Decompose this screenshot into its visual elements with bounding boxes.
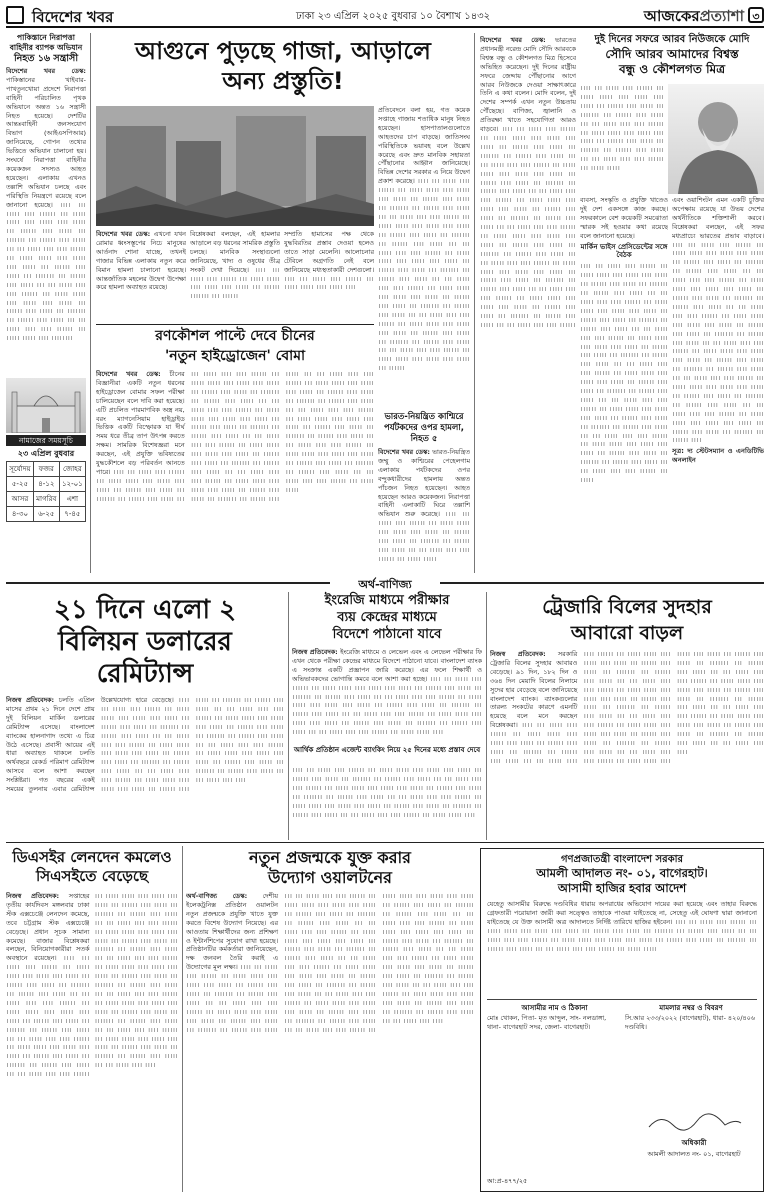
- china-headline: [96, 326, 374, 366]
- column-rule: [288, 592, 289, 840]
- china-body: বিদেশের খবর ডেস্ক: চীনের বিজ্ঞানীরা একটি নতুন ধরনের হাইড্রোজেন বোমার সফল পরীক্ষা চালিয়েছেন বলে দাবি করা হয়েছে। এটি প্রচলিত পারমাণবিক অস্ত্র নয়, বরং ম্যাগনেসিয়াম হাইড্রাইড ভিত্তিক একটি বিস্ফোরক যা দীর্ঘ সময় ধরে তীব্র তাপ উৎপন্ন করতে সক্ষম। সামরিক বিশেষজ্ঞরা মনে করছেন, এই প্রযুক্তি ভবিষ্যতের যুদ্ধকৌশলে বড় পরিবর্তন আনতে পারে। ।।।। ।।। ।।।।। ।।।। ।।।।।। ।।। ।।।।। ।।।।। ।।।। ।।।।। ।।।। ।।।।। ।।। ।।।।।। ।।।। ।।।।। ।।। ।।।।।।। ।।। ।।।।।। ।।।। ।।।।। ।।। ।।। ।।।।। ।।।। ।।।। ।।।।।। ।।। ।।।।। ।।।।। ।।।। ।।।।। ।।।। ।।।।। ।।। ।।।।।। ।।।। ।।।।। ।।। ।।।।।।। ।।। ।।।।।। ।।।। ।।।।। ।।। ।।। ।।।।। ।।।। ।।।। ।।।।।। ।।। ।।।।। ।।।।। ।।।। ।।।।। ।।।। ।।।।। ।।। ।।।।।। ।।।। ।।।।। ।।। ।।।।।।। ।।। ।।।।।। ।।।। ।।।।। ।।। ।।। ।।।।। ।।।। ।।।। ।।।।।। ।।। ।।।।। ।।।।। ।।।। ।।।।। ।।।। ।।।।। ।।। ।।।।।। ।।।। ।।।।। ।।। ।।।।।।। ।।। ।।।।।। ।।।। ।।।।। ।।। ।।। ।।।।। ।।।। ।।।। ।।।।।। ।।। ।।।।। ।।।।। ।।।। ।।।।। ।।।। ।।।।। ।।। ।।।।।। ।।।। ।।।।। ।।। ।।।।।।। ।।। ।।।।।। ।।।। ।।।।। ।।। ।।। ।।।।। ।।।। ।।।। ।।।।।। ।।। ।।।।। ।।।।। ।।।। ।।।।। ।।।। ।।।।। ।।। ।।।।।। ।।।। ।।।।। ।।। ।।।।।।। ।।। ।।।।।। ।।।। ।।।।। ।।। ।।। ।।।।। ।।।। ।।।। ।।।।।। ।।। ।।।।। ।।।।। ।।।। ।।।।। ।।।। ।।।।। ।।। ।।।।।। ।।।। ।।।।। ।।। ।।।।।।। ।।। ।।।।।। ।।।। ।।।।। ।।। ।।। ।।।।। ।।।। ।।।। ।।।।।। ।।। ।।।।। ।।।।। ।।।। ।।।।। ।।।। ।।।।। ।।। ।।।।।। ।।।। ।।।।। ।।। ।।।।।।। ।।। ।।।।।। ।।।। ।।।।। ।।। ।।। ।।।।। ।।।। ।।।। ।।।।।। ।।। ।।।।। ।।।।।: [96, 370, 374, 503]
- treasury-headline: [490, 594, 764, 646]
- dse-headline-line-1: ডিএসইর লেনদেন কমলেও: [12, 848, 172, 866]
- modi-sub-head: মার্কিন ভাইস প্রেসিডেন্টের সঙ্গে বৈঠক: [580, 242, 668, 260]
- notice-line-3: আসামী হাজির হবার আদেশ: [557, 881, 687, 895]
- column-rule: [90, 33, 91, 573]
- notice-signer: অধিকারী: [681, 1139, 707, 1147]
- english-medium-headline-line-2: ব্যয় কেন্দ্রের মাধ্যমে: [337, 610, 437, 625]
- modi-text-left: ভারতের প্রধানমন্ত্রী নরেন্দ্র মোদি সৌদি আরবকে বিশ্বস্ত বন্ধু ও কৌশলগত মিত্র হিসেবে অভিহিত করেছেন। দুই দিনের রাষ্ট্রীয় সফরে জেদ্দায় পৌঁছানোর আগে আরব নিউজকে দেওয়া সাক্ষাৎকারে তিনি এ কথা বলেন। মোদি বলেন, দুই দেশের সম্পর্ক এখন নতুন উচ্চতায় পৌঁছেছে। বাণিজ্য, জ্বালানি ও প্রতিরক্ষা খাতে সহযোগিতা আরও বাড়বে।: [480, 36, 576, 134]
- notice-line-1: গণপ্রজাতন্ত্রী বাংলাদেশ সরকার: [561, 854, 683, 865]
- notice-code: আ:প্র-৪৭৭/২৫: [487, 1177, 528, 1185]
- prayer-head-cell: আসর: [7, 492, 34, 507]
- youth-headline: [186, 848, 474, 888]
- pakistan-text: পাকিস্তানের খাইবার-পাখতুনখোয়া প্রদেশে নিরাপত্তা বাহিনী পরিচালিত পৃথক অভিযানে অন্তত ১৬ সন্ত্রাসী নিহত হয়েছে। দেশটির আন্তঃবাহিনী জনসংযোগ বিভাগ (আইএসপিআর) জানিয়েছে, গোপন তথ্যের ভিত্তিতে অভিযান চালানো হয়। সংঘর্ষে নিরাপত্তা বাহিনীর কয়েকজন সদস্যও আহত হয়েছেন। এলাকায় এখনও তল্লাশি অভিযান চলছে এবং পরিস্থিতি নিয়ন্ত্রণে রয়েছে বলে জানানো হয়েছে।: [6, 75, 86, 209]
- notice-case-detail: সি.আর ২৩৩/২০২২ (বাগেরহাট), ধারা- ৪২০/৪০৬ দণ্ডবিধি।: [625, 1014, 755, 1031]
- section-title: বিদেশের খবর: [32, 8, 114, 26]
- notice-line-2: আমলী আদালত নং- ০১, বাগেরহাট।: [536, 866, 708, 880]
- modi-headline-line-2: সৌদি আরব আমাদের বিশ্বস্ত: [605, 47, 739, 61]
- kashmir-body: বিদেশের খবর ডেস্ক: ভারত-নিয়ন্ত্রিত জম্মু ও কাশ্মিরের পেহেলগাম এলাকায় পর্যটকদের ওপর বন্দুকধারীদের হামলায় অন্তত পাঁচজন নিহত হয়েছেন। আহত হয়েছেন আরও কয়েকজন। নিরাপত্তা বাহিনী এলাকাটি ঘিরে তল্লাশি অভিযান শুরু করেছে। ।।।। ।।। ।।।।। ।।।। ।।।।।। ।।। ।।।।। ।।।।। ।।।। ।।।।। ।।।। ।।।।। ।।। ।।।।।। ।।।। ।।।।। ।।। ।।।।।।। ।।। ।।।।।। ।।।। ।।।।। ।।। ।।। ।।।।। ।।।। ।।।। ।।।।।। ।।। ।।।।। ।।।।।: [378, 448, 470, 563]
- remit-byline: নিজস্ব প্রতিবেদক:: [6, 696, 55, 704]
- pakistan-body: বিদেশের খবর ডেস্ক: পাকিস্তানের খাইবার-পাখতুনখোয়া প্রদেশে নিরাপত্তা বাহিনী পরিচালিত পৃথক অভিযানে অন্তত ১৬ সন্ত্রাসী নিহত হয়েছে। দেশটির আন্তঃবাহিনী জনসংযোগ বিভাগ (আইএসপিআর) জানিয়েছে, গোপন তথ্যের ভিত্তিতে অভিযান চালানো হয়। সংঘর্ষে নিরাপত্তা বাহিনীর কয়েকজন সদস্যও আহত হয়েছেন। এলাকায় এখনও তল্লাশি অভিযান চলছে এবং পরিস্থিতি নিয়ন্ত্রণে রয়েছে বলে জানানো হয়েছে। ।।।। ।।। ।।।।। ।।।। ।।।।।। ।।। ।।।।। ।।।।। ।।।। ।।।।। ।।।। ।।।।। ।।। ।।।।।। ।।।। ।।।।। ।।। ।।।।।।। ।।। ।।।।।। ।।।। ।।।।। ।।। ।।। ।।।।। ।।।। ।।।। ।।।।।। ।।। ।।।।। ।।।।। ।।।। ।।।।। ।।।। ।।।।। ।।। ।।।।।। ।।।। ।।।।। ।।। ।।।।।।। ।।। ।।।।।। ।।।। ।।।।। ।।। ।।। ।।।।। ।।।। ।।।। ।।।।।। ।।। ।।।।। ।।।।। ।।।। ।।।।। ।।।। ।।।।। ।।। ।।।।।। ।।।। ।।।।। ।।। ।।।।।।। ।।। ।।।।।। ।।।। ।।।।। ।।। ।।। ।।।।। ।।।। ।।।। ।।।।।। ।।। ।।।।। ।।।।। ।।।। ।।।।।।।।: [6, 67, 86, 343]
- china-text: চীনের বিজ্ঞানীরা একটি নতুন ধরনের হাইড্রোজেন বোমার সফল পরীক্ষা চালিয়েছেন বলে দাবি করা হয়েছে। এটি প্রচলিত পারমাণবিক অস্ত্র নয়, বরং ম্যাগনেসিয়াম হাইড্রাইড ভিত্তিক একটি বিস্ফোরক যা দীর্ঘ সময় ধরে তীব্র তাপ উৎপন্ন করতে সক্ষম। সামরিক বিশেষজ্ঞরা মনে করছেন, এই প্রযুক্তি ভবিষ্যতের যুদ্ধকৌশলে বড় পরিবর্তন আনতে পারে।: [96, 370, 185, 476]
- remit-headline-line-1: ২১ দিনে এলো ২: [53, 595, 237, 625]
- modi-body-mid: ব্যবসা, সংস্কৃতি ও প্রযুক্তি খাতেও দুই দেশ একসঙ্গে কাজ করছে। সফরকালে বেশ কয়েকটি সমঝোতা স্মারক সই হওয়ার কথা রয়েছে বলে জানানো হয়েছে। মার্কিন ভাইস প্রেসিডেন্টের সঙ্গে বৈঠক ।।।। ।।। ।।।।। ।।।। ।।।।।। ।।। ।।।।। ।।।।। ।।।। ।।।।। ।।।। ।।।।। ।।। ।।।।।। ।।।। ।।।।। ।।। ।।।।।।। ।।। ।।।।।। ।।।। ।।।।। ।।। ।।। ।।।।। ।।।। ।।।। ।।।।।। ।।। ।।।।। ।।।।। ।।।। ।।।।। ।।।। ।।।।। ।।। ।।।।।। ।।।। ।।।।। ।।। ।।।।।।। ।।। ।।।।।। ।।।। ।।।।। ।।। ।।। ।।।।। ।।।। ।।।। ।।।।।। ।।। ।।।।। ।।।।। ।।।। ।।।।। ।।।। ।।।।। ।।। ।।।।।। ।।।। ।।।।। ।।। ।।।।।।। ।।। ।।।।।। ।।।। ।।।।। ।।। ।।। ।।।।। ।।।। ।।।। ।।।।।। ।।। ।।।।। ।।।।। ।।।। ।।।।। ।।।। ।।।।। ।।। ।।।।।। ।।।। ।।।।। ।।। ।।।।।।। ।।। ।।।।।। ।।।। ।।।।। ।।। ।।। ।।।।। ।।।। ।।।। ।।।।।। ।।। ।।।।। ।।।।। ।।।। ।।।।। ।।।। ।।।।। ।।। ।।।।।। ।।।। ।।।।। ।।। ।।।।।।। ।।। ।।।।।। ।।।। ।।।।। ।।। ।।। ।।।।। ।।।। ।।।। ।।।।।। ।।। ।।।।। ।।।।। ।।।। ।।।।। ।।।। ।।।।। ।।। ।।।।।। ।।।। ।।।।। ।।। ।।।।।।। ।।। ।।।।।। ।।।। ।।।।। ।।। ।।। ।।।।। ।।।। ।।।। ।।।।।। ।।। ।।।।।: [580, 196, 668, 485]
- youth-text: দেশীয় ইলেকট্রনিক্স প্রতিষ্ঠান ওয়ালটন নতুন প্রজন্মকে প্রযুক্তি খাতে যুক্ত করতে বিশেষ উদ্যোগ নিয়েছে। এর আওতায় শিক্ষার্থীদের জন্য প্রশিক্ষণ ও ইন্টার্নশিপের সুযোগ রাখা হয়েছে। প্রতিষ্ঠানটির কর্মকর্তারা জানিয়েছেন, দক্ষ জনবল তৈরি করাই এ উদ্যোগের মূল লক্ষ্য।: [186, 892, 278, 972]
- dse-text: সপ্তাহের তৃতীয় কার্যদিবস মঙ্গলবার ঢাকা স্টক এক্সচেঞ্জে লেনদেন কমেছে, তবে চট্টগ্রাম স্টক এক্সচেঞ্জে বেড়েছে। প্রধান সূচক সামান্য কমেছে। বাজার বিশ্লেষকরা বলছেন, বিনিয়োগকারীরা সতর্ক অবস্থানে রয়েছেন।: [6, 892, 90, 963]
- kashmir-text: ভারত-নিয়ন্ত্রিত জম্মু ও কাশ্মিরের পেহেলগাম এলাকায় পর্যটকদের ওপর বন্দুকধারীদের হামলায় অন্তত পাঁচজন নিহত হয়েছেন। আহত হয়েছেন আরও কয়েকজন। নিরাপত্তা বাহিনী এলাকাটি ঘিরে তল্লাশি অভিযান শুরু করেছে।: [378, 448, 470, 519]
- gaza-text-b: বিশ্লেষকরা বলছেন, এই হামলার আড়ালে বড় ধরনের সামরিক প্রস্তুতি চলছে। মানবিক সংস্থাগুলো জানিয়েছে, খাদ্য ও ওষুধের তীব্র সংকট দেখা দিয়েছে।: [190, 230, 280, 274]
- treasury-headline-line-2: আবারো বাড়ল: [570, 622, 684, 644]
- treasury-headline-line-1: ট্রেজারি বিলের সুদহার: [542, 596, 712, 618]
- prayer-time-cell: ৪-৩০: [7, 507, 34, 522]
- pakistan-kicker: পাকিস্তানে নিরাপত্তা বাহিনীর ব্যাপক অভিযান: [9, 33, 83, 52]
- prayer-head-cell: এশা: [59, 492, 85, 507]
- treasury-body: নিজস্ব প্রতিবেদক: সরকারি ট্রেজারি বিলের সুদহার আবারও বেড়েছে। ৯১ দিন, ১৮২ দিন ও ৩৬৪ দিন মেয়াদি বিলের নিলামে সুদের হার বেড়েছে বলে জানিয়েছে বাংলাদেশ ব্যাংক। ব্যাংকগুলোর তারল্য সংকটের কারণে এমনটি হয়েছে বলে মনে করছেন বিশ্লেষকরা। ।।।। ।।। ।।।।। ।।।। ।।।।।। ।।। ।।।।। ।।।।। ।।।। ।।।।। ।।।। ।।।।। ।।। ।।।।।। ।।।। ।।।।। ।।। ।।।।।।। ।।। ।।।।।। ।।।। ।।।।। ।।। ।।। ।।।।। ।।।। ।।।। ।।।।।। ।।। ।।।।। ।।।।। ।।।। ।।।।। ।।।। ।।।।। ।।। ।।।।।। ।।।। ।।।।। ।।। ।।।।।।। ।।। ।।।।।। ।।।। ।।।।। ।।। ।।। ।।।।। ।।।। ।।।। ।।।।।। ।।। ।।।।। ।।।।। ।।।। ।।।।। ।।।। ।।।।। ।।। ।।।।।। ।।।। ।।।।। ।।। ।।।।।।। ।।। ।।।।।। ।।।। ।।।।। ।।। ।।। ।।।।। ।।।। ।।।। ।।।।।। ।।। ।।।।। ।।।।। ।।।। ।।।।। ।।।। ।।।।। ।।। ।।।।।। ।।।। ।।।।। ।।। ।।।।।।। ।।। ।।।।।। ।।।। ।।।।। ।।। ।।। ।।।।। ।।।। ।।।। ।।।।।। ।।। ।।।।। ।।।।। ।।।। ।।।।। ।।।। ।।।।। ।।। ।।।।।। ।।।। ।।।।। ।।। ।।।।।।। ।।। ।।।।।। ।।।। ।।।।। ।।। ।।। ।।।।। ।।।। ।।।। ।।।।।। ।।। ।।।।। ।।।।। ।।।। ।।।।। ।।।। ।।।।। ।।। ।।।।।। ।।।। ।।।।। ।।। ।।।।।।। ।।। ।।।।।। ।।।। ।।।।। ।।। ।।। ।।।।। ।।।। ।।।। ।।।।।। ।।। ।।।।। ।।।।। ।।।। ।।।।। ।।।। ।।।।। ।।। ।।।।।। ।।।। ।।।।। ।।। ।।।।।।। ।।। ।।।।।। ।।।। ।।।।। ।।। ।।। ।।।।। ।।।। ।।।।: [490, 650, 764, 765]
- prayer-time-cell: ৫-২৫: [7, 477, 34, 492]
- modi-body-right: এবং ওয়াশিংটন এমন একটি চুক্তির অপেক্ষায় রয়েছে যা উভয় দেশের অর্থনীতিকে শক্তিশালী করবে। বিশ্লেষকরা বলছেন, এই সফর মধ্যপ্রাচ্যে ভারতের প্রভাব বাড়াবে। ।।।। ।।। ।।।।। ।।।। ।।।।।। ।।। ।।।।। ।।।।। ।।।। ।।।।। ।।।। ।।।।। ।।। ।।।।।। ।।।। ।।।।। ।।। ।।।।।।। ।।। ।।।।।। ।।।। ।।।।। ।।। ।।। ।।।।। ।।।। ।।।। ।।।।।। ।।। ।।।।। ।।।।। ।।।। ।।।।। ।।।। ।।।।। ।।। ।।।।।। ।।।। ।।।।। ।।। ।।।।।।। ।।। ।।।।।। ।।।। ।।।।। ।।। ।।। ।।।।। ।।।। ।।।। ।।।।।। ।।। ।।।।। ।।।।। ।।।। ।।।।। ।।।। ।।।।। ।।। ।।।।।। ।।।। ।।।।। ।।। ।।।।।।। ।।। ।।।।।। ।।।। ।।।।। ।।। ।।। ।।।।। ।।।। ।।।। ।।।।।। ।।। ।।।।। ।।।।। ।।।। ।।।।। ।।।। ।।।।। ।।। ।।।।।। ।।।। ।।।।। ।।। ।।।।।।। ।।। ।।।।।। ।।।। ।।।।। ।।। ।।। ।।।।। ।।।। ।।।। ।।।।।। ।।। ।।।।। ।।।।। ।।।। ।।।।। ।।।। ।।।।। ।।। ।।।।।। ।।।। ।।।।। ।।। ।।।।।।। ।।। ।।।।।। ।।।। ।।।।। ।।। ।।। ।।।।। ।।।। ।।।। ।।।।।। ।।। ।।।।। ।।।।। ।।।। ।।।।। ।।।। ।।।।। ।।। ।।।।।। ।।।। ।।।।। ।।। ।।।।।।। ।।। ।।।।।। ।।।। সূত্র: দ্য স্টেটসম্যান ও এনডিটিভি অনলাইন: [672, 196, 764, 465]
- prayer-label: নামাজের সময়সূচি: [6, 435, 86, 446]
- prayer-head-cell: সূর্যোদয়: [7, 462, 34, 477]
- prayer-time-cell: ৬-২৫: [33, 507, 59, 522]
- remit-headline-line-2: বিলিয়ন ডলারের: [58, 627, 232, 657]
- prayer-time-cell: ৪-১২: [33, 477, 59, 492]
- paper-name-a: আজকের: [643, 7, 700, 25]
- dse-byline: নিজস্ব প্রতিবেদক:: [6, 892, 60, 900]
- pakistan-byline: বিদেশের খবর ডেস্ক:: [6, 67, 86, 75]
- economy-section-label: অর্থ-বাণিজ্য: [330, 576, 440, 590]
- prayer-time-cell: ৭-৪৫: [59, 507, 85, 522]
- treasury-text: সরকারি ট্রেজারি বিলের সুদহার আবারও বেড়েছে। ৯১ দিন, ১৮২ দিন ও ৩৬৪ দিন মেয়াদি বিলের নিলামে সুদের হার বেড়েছে বলে জানিয়েছে বাংলাদেশ ব্যাংক। ব্যাংকগুলোর তারল্য সংকটের কারণে এমনটি হয়েছে বলে মনে করছেন বিশ্লেষকরা।: [490, 650, 578, 730]
- gaza-body-col-2: বিশ্লেষকরা বলছেন, এই হামলার আড়ালে বড় ধরনের সামরিক প্রস্তুতি চলছে। মানবিক সংস্থাগুলো জানিয়েছে, খাদ্য ও ওষুধের তীব্র সংকট দেখা দিয়েছে। ।।।। ।।। ।।।।। ।।।। ।।।।।। ।।। ।।।।। ।।।।। ।।।। ।।।।। ।।।। ।।।।। ।।। ।।।।।। ।।।।।।। ।।। ।।।।।।: [190, 230, 280, 301]
- left-column: [6, 33, 86, 518]
- pakistan-headline: নিহত ১৬ সন্ত্রাসী: [13, 53, 79, 64]
- english-medium-byline: নিজস্ব প্রতিবেদক:: [292, 648, 338, 656]
- dse-headline-line-2: সিএসইতে বেড়েছে: [35, 867, 149, 885]
- gaza-headline-line-1: আগুনে পুড়ছে গাজা, আড়ালে: [135, 37, 431, 65]
- signature-icon: [639, 1111, 749, 1133]
- notice-signer-title: আমলী আদালত নং- ০১, বাগেরহাট: [647, 1150, 741, 1158]
- gaza-headline-line-2: অন্য প্রস্তুতি!: [222, 67, 344, 95]
- remit-body: নিজস্ব প্রতিবেদক: চলতি এপ্রিল মাসের প্রথম ২১ দিনে দেশে প্রায় দুই বিলিয়ন মার্কিন ডলারের রেমিট্যান্স এসেছে। বাংলাদেশ ব্যাংকের হালনাগাদ তথ্যে এ চিত্র উঠে এসেছে। প্রবাসী আয়ের এই ধারা অব্যাহত থাকলে চলতি অর্থবছরে রেকর্ড পরিমাণ রেমিট্যান্স আসবে বলে আশা করছেন সংশ্লিষ্টরা। গত বছরের একই সময়ের তুলনায় এবার রেমিট্যান্স উল্লেখযোগ্য হারে বেড়েছে। ।।।। ।।। ।।।।। ।।।। ।।।।।। ।।। ।।।।। ।।।।। ।।।। ।।।।। ।।।। ।।।।। ।।। ।।।।।। ।।।। ।।।।। ।।। ।।।।।।। ।।। ।।।।।। ।।।। ।।।।। ।।। ।।। ।।।।। ।।।। ।।।। ।।।।।। ।।। ।।।।। ।।।।। ।।।। ।।।।। ।।।। ।।।।। ।।। ।।।।।। ।।।। ।।।।। ।।। ।।।।।।। ।।। ।।।।।। ।।।। ।।।।। ।।। ।।। ।।।।। ।।।। ।।।। ।।।।।। ।।। ।।।।। ।।।।। ।।।। ।।।।। ।।।। ।।।।। ।।। ।।।।।। ।।।। ।।।।। ।।। ।।।।।।। ।।। ।।।।।। ।।।। ।।।।। ।।। ।।। ।।।।। ।।।। ।।।। ।।।।।। ।।। ।।।।। ।।।।। ।।।। ।।।।। ।।।। ।।।।। ।।। ।।।।।। ।।।। ।।।।। ।।। ।।।।।।। ।।। ।।।।।। ।।।। ।।।।। ।।। ।।। ।।।।। ।।।। ।।।। ।।।।।। ।।। ।।।।। ।।।।। ।।।। ।।।।। ।।।। ।।।।। ।।। ।।।।।। ।।।। ।।।।। ।।। ।।।।।।। ।।। ।।।।।। ।।।। ।।।।। ।।। ।।। ।।।।। ।।।। ।।।।: [6, 696, 284, 794]
- china-headline-line-1: রণকৌশল পাল্টে দেবে চীনের: [155, 328, 315, 344]
- prayer-date: ২৩ এপ্রিল বুধবার: [17, 449, 75, 458]
- dse-body: নিজস্ব প্রতিবেদক: সপ্তাহের তৃতীয় কার্যদিবস মঙ্গলবার ঢাকা স্টক এক্সচেঞ্জে লেনদেন কমেছে, তবে চট্টগ্রাম স্টক এক্সচেঞ্জে বেড়েছে। প্রধান সূচক সামান্য কমেছে। বাজার বিশ্লেষকরা বলছেন, বিনিয়োগকারীরা সতর্ক অবস্থানে রয়েছেন। ।।।। ।।। ।।।।। ।।।। ।।।।।। ।।। ।।।।। ।।।।। ।।।। ।।।।। ।।।। ।।।।। ।।। ।।।।।। ।।।। ।।।।। ।।। ।।।।।।। ।।। ।।।।।। ।।।। ।।।।। ।।। ।।। ।।।।। ।।।। ।।।। ।।।।।। ।।। ।।।।। ।।।।। ।।।। ।।।।। ।।।। ।।।।। ।।। ।।।।।। ।।।। ।।।।। ।।। ।।।।।।। ।।। ।।।।।। ।।।। ।।।।। ।।। ।।। ।।।।। ।।।। ।।।। ।।।।।। ।।। ।।।।। ।।।।। ।।।। ।।।।। ।।।। ।।।।। ।।। ।।।।।। ।।।। ।।।।। ।।। ।।।।।।। ।।। ।।।।।। ।।।। ।।।।। ।।। ।।। ।।।।। ।।।। ।।।। ।।।।।। ।।। ।।।।। ।।।।। ।।।। ।।।।। ।।।। ।।।।। ।।। ।।।।।। ।।।। ।।।।। ।।। ।।।।।।। ।।। ।।।।।। ।।।। ।।।।। ।।। ।।। ।।।।। ।।।। ।।।। ।।।।।। ।।। ।।।।। ।।।।। ।।।। ।।।।। ।।।। ।।।।। ।।। ।।।।।। ।।।। ।।।।। ।।। ।।।।।।। ।।। ।।।।।। ।।।। ।।।।। ।।। ।।। ।।।।। ।।।। ।।।। ।।।।।। ।।। ।।।।। ।।।।। ।।।। ।।।।। ।।।। ।।।।। ।।। ।।।।।। ।।।। ।।।।। ।।। ।।।।।।। ।।। ।।।।।। ।।।। ।।।।। ।।। ।।। ।।।।। ।।।। ।।।। ।।।।।। ।।। ।।।।। ।।।।। ।।।। ।।।।। ।।।। ।।।।। ।।। ।।।।।। ।।।। ।।।।। ।।। ।।।।।।। ।।। ।।।।।। ।।।। ।।।।। ।।। ।।। ।।।।। ।।।। ।।।। ।।।।।। ।।। ।।।।। ।।।।। ।।।। ।।।।। ।।।। ।।।।। ।।। ।।।।।। ।।।। ।।।।। ।।। ।।।।।।। ।।। ।।।।।। ।।।। ।।।।। ।।। ।।। ।।।।। ।।।। ।।।।: [6, 892, 178, 1079]
- notice-table: [487, 999, 757, 1031]
- modi-headline-line-1: দুই দিনের সফরে আরব নিউজকে মোদি: [594, 34, 750, 45]
- english-medium-body: নিজস্ব প্রতিবেদক: ইংরেজি মাধ্যমে ও লেভেল এবং এ লেভেল পরীক্ষার ফি এখন থেকে পরীক্ষা কেন্দ্রের মাধ্যমে বিদেশে পাঠানো যাবে। বাংলাদেশ ব্যাংক এ সংক্রান্ত একটি প্রজ্ঞাপন জারি করেছে। এর ফলে শিক্ষার্থী ও অভিভাবকদের ভোগান্তি কমবে বলে আশা করা হচ্ছে। ।।।। ।।। ।।।।। ।।।। ।।।।।। ।।। ।।।।। ।।।।। ।।।। ।।।।। ।।।। ।।।।। ।।। ।।।।।। ।।।। ।।।।। ।।। ।।।।।।। ।।। ।।।।।। ।।।। ।।।।। ।।। ।।। ।।।।। ।।।। ।।।। ।।।।।। ।।। ।।।।। ।।।।। ।।।। ।।।।। ।।।। ।।।।। ।।। ।।।।।। ।।।। ।।।।। ।।। ।।।।।।। ।।। ।।।।।। ।।।। ।।।।। ।।। ।।। ।।।।। ।।।। ।।।। ।।।।।। ।।। ।।।।। ।।।।। ।।।। ।।।।। ।।।। ।।।।। ।।। ।।।।।। ।।।। ।।।।। ।।। ।।।।।।। ।।। ।।।।।। ।।।। ।।।।। ।।। ।।। ।।।।। ।।।। ।।।। ।।।।।। ।।। ।।।।। ।।।।। ।।।।: [292, 648, 482, 737]
- modi-body-left: বিদেশের খবর ডেস্ক: ভারতের প্রধানমন্ত্রী নরেন্দ্র মোদি সৌদি আরবকে বিশ্বস্ত বন্ধু ও কৌশলগত মিত্র হিসেবে অভিহিত করেছেন। দুই দিনের রাষ্ট্রীয় সফরে জেদ্দায় পৌঁছানোর আগে আরব নিউজকে দেওয়া সাক্ষাৎকারে তিনি এ কথা বলেন। মোদি বলেন, দুই দেশের সম্পর্ক এখন নতুন উচ্চতায় পৌঁছেছে। বাণিজ্য, জ্বালানি ও প্রতিরক্ষা খাতে সহযোগিতা আরও বাড়বে। ।।।। ।।। ।।।।। ।।।। ।।।।।। ।।। ।।।।। ।।।।। ।।।। ।।।।। ।।।। ।।।।। ।।। ।।।।।। ।।।। ।।।।। ।।। ।।।।।।। ।।। ।।।।।। ।।।। ।।।।। ।।। ।।। ।।।।। ।।।। ।।।। ।।।।।। ।।। ।।।।। ।।।।। ।।।। ।।।।। ।।।। ।।।।। ।।। ।।।।।। ।।।। ।।।।। ।।। ।।।।।।। ।।। ।।।।।। ।।।। ।।।।। ।।। ।।। ।।।।। ।।।। ।।।। ।।।।।। ।।। ।।।।। ।।।।। ।।।। ।।।।। ।।।। ।।।।। ।।। ।।।।।। ।।।। ।।।।। ।।। ।।।।।।। ।।। ।।।।।। ।।।। ।।।।। ।।। ।।। ।।।।। ।।।। ।।।। ।।।।।। ।।। ।।।।। ।।।।। ।।।। ।।।।। ।।।। ।।।।। ।।। ।।।।।। ।।।। ।।।।। ।।। ।।।।।।। ।।। ।।।।।। ।।।। ।।।।। ।।। ।।। ।।।।। ।।।। ।।।। ।।।।।। ।।। ।।।।। ।।।।। ।।।। ।।।।। ।।।। ।।।।। ।।। ।।।।।। ।।।। ।।।।। ।।। ।।।।।।। ।।। ।।।।।। ।।।। ।।।।। ।।। ।।। ।।।।। ।।।। ।।।। ।।।।।। ।।। ।।।।। ।।।।। ।।।। ।।।।। ।।।। ।।।।। ।।। ।।।।।। ।।।। ।।।।। ।।। ।।।।।।। ।।। ।।।।।। ।।।। ।।।।। ।।। ।।। ।।।।। ।।।। ।।।। ।।।।।।: [480, 36, 576, 329]
- column-rule: [486, 592, 487, 840]
- page-number: ৩: [748, 7, 764, 23]
- gaza-headline: [96, 36, 470, 96]
- prayer-head-cell: জোহর: [59, 462, 85, 477]
- remit-headline-line-3: রেমিট্যান্স: [96, 659, 194, 689]
- gaza-text-right: প্রতিবেদনে বলা হয়, গত কয়েক সপ্তাহে গাজায় শতাধিক মানুষ নিহত হয়েছেন। হাসপাতালগুলোতে আহতদের চাপ বাড়ছে। জাতিসংঘ পরিস্থিতিকে ভয়াবহ বলে উল্লেখ করেছে এবং দ্রুত মানবিক সহায়তা পৌঁছানোর আহ্বান জানিয়েছে। বিভিন্ন দেশের সরকার এ নিয়ে উদ্বেগ প্রকাশ করেছে।: [378, 106, 470, 186]
- modi-byline: বিদেশের খবর ডেস্ক:: [480, 36, 546, 44]
- column-rule: [182, 846, 183, 1192]
- modi-credit: সূত্র: দ্য স্টেটসম্যান ও এনডিটিভি অনলাইন: [672, 447, 764, 465]
- gaza-rubble-photo: [96, 106, 374, 226]
- english-medium-headline-line-1: ইংরেজি মাধ্যমে পরীক্ষার: [324, 593, 450, 608]
- paper-name-b: প্রত্যাশা: [699, 7, 744, 25]
- modi-body-top: ।।।। ।।। ।।।।। ।।।। ।।।।।। ।।। ।।।।। ।।।।। ।।।। ।।।।। ।।।। ।।।।। ।।। ।।।।।। ।।।। ।।।।। ।।। ।।।।।।। ।।। ।।।।।। ।।।। ।।।।। ।।। ।।। ।।।।। ।।।। ।।।। ।।।।।। ।।। ।।।।। ।।।।। ।।।। ।।।।। ।।।। ।।।।। ।।। ।।।।।। ।।।। ।।।।। ।।। ।।।।।।। ।।। ।।।।।। ।।।। ।।।।। ।।। ।।। ।।।।। ।।।। ।।।। ।।।।।। ।।। ।।।।। ।।।।।: [580, 84, 664, 173]
- notice-body: যেহেতু আসামীর বিরুদ্ধে দণ্ডবিধির ধারায় অপরাধের অভিযোগ দায়ের করা হয়েছে এবং তাহার বিরুদ্ধে গ্রেফতারী পরোয়ানা জারী করা সত্ত্বেও তাহাকে পাওয়া যাইতেছে না, সেহেতু এই ঘোষণা দ্বারা জানানো যাইতেছে যে উক্ত আসামী অত্র আদালতে নির্দিষ্ট তারিখে হাজির হইবেন। ।।।। ।।। ।।।।। ।।।। ।।।।।। ।।। ।।।।। ।।।।। ।।।। ।।।।। ।।।। ।।।।। ।।। ।।।।।। ।।।। ।।।।। ।।। ।।।।।।। ।।। ।।।।।। ।।।। ।।।।। ।।। ।।। ।।।।। ।।।। ।।।। ।।।।।। ।।। ।।।।। ।।।।। ।।।। ।।।।। ।।।। ।।।।। ।।। ।।।।।। ।।।। ।।।।। ।।। ।।।।।।। ।।। ।।।।।। ।।।। ।।।।। ।।। ।।। ।।।।। ।।।। ।।।। ।।।।।। ।।। ।।।।। ।।।।।: [487, 900, 757, 953]
- youth-body: অর্থ-বাণিজ্য ডেস্ক: দেশীয় ইলেকট্রনিক্স প্রতিষ্ঠান ওয়ালটন নতুন প্রজন্মকে প্রযুক্তি খাতে যুক্ত করতে বিশেষ উদ্যোগ নিয়েছে। এর আওতায় শিক্ষার্থীদের জন্য প্রশিক্ষণ ও ইন্টার্নশিপের সুযোগ রাখা হয়েছে। প্রতিষ্ঠানটির কর্মকর্তারা জানিয়েছেন, দক্ষ জনবল তৈরি করাই এ উদ্যোগের মূল লক্ষ্য। ।।।। ।।। ।।।।। ।।।। ।।।।।। ।।। ।।।।। ।।।।। ।।।। ।।।।। ।।।। ।।।।। ।।। ।।।।।। ।।।। ।।।।। ।।। ।।।।।।। ।।। ।।।।।। ।।।। ।।।।। ।।। ।।। ।।।।। ।।।। ।।।। ।।।।।। ।।। ।।।।। ।।।।। ।।।। ।।।।। ।।।। ।।।।। ।।। ।।।।।। ।।।। ।।।।। ।।। ।।।।।।। ।।। ।।।।।। ।।।। ।।।।। ।।। ।।। ।।।।। ।।।। ।।।। ।।।।।। ।।। ।।।।। ।।।।। ।।।। ।।।।। ।।।। ।।।।। ।।। ।।।।।। ।।।। ।।।।। ।।। ।।।।।।। ।।। ।।।।।। ।।।। ।।।।। ।।। ।।। ।।।।। ।।।। ।।।। ।।।।।। ।।। ।।।।। ।।।।। ।।।। ।।।।। ।।।। ।।।।। ।।। ।।।।।। ।।।। ।।।।। ।।। ।।।।।।। ।।। ।।।।।। ।।।। ।।।।। ।।। ।।। ।।।।। ।।।। ।।।। ।।।।।। ।।। ।।।।। ।।।।। ।।।। ।।।।। ।।।। ।।।।। ।।। ।।।।।। ।।।। ।।।।। ।।। ।।।।।।। ।।। ।।।।।। ।।।। ।।।।। ।।। ।।। ।।।।। ।।।। ।।।। ।।।।।। ।।। ।।।।। ।।।।। ।।।। ।।।।। ।।।। ।।।।। ।।। ।।।।।। ।।।। ।।।।। ।।। ।।।।।।। ।।। ।।।।।। ।।।। ।।।।। ।।। ।।। ।।।।। ।।।। ।।।। ।।।।।। ।।। ।।।।। ।।।।। ।।।। ।।।।। ।।।। ।।।।। ।।। ।।।।।। ।।।। ।।।।। ।।। ।।।।।।। ।।। ।।।।।। ।।।। ।।।।। ।।। ।।। ।।।।। ।।।। ।।।। ।।।।।। ।।। ।।।।। ।।।।। ।।।। ।।।।। ।।।। ।।।।। ।।। ।।।।।। ।।।। ।।।।। ।।। ।।।।।।। ।।। ।।।।।। ।।।। ।।।।। ।।। ।।। ।।।।। ।।।। ।।।। ।।।।।। ।।। ।।।।। ।।।।। ।।।। ।।।।। ।।।। ।।।।। ।।। ।।।।।। ।।।। ।।।।। ।।। ।।।।।।। ।।। ।।।।।। ।।।। ।।।।। ।।। ।।। ।।।।। ।।।। ।।।। ।।।।।। ।।। ।।।।। ।।।।। ।।।। ।।।।। ।।।। ।।।।। ।।। ।।।।।। ।।।। ।।।।। ।।। ।।।।।।। ।।। ।।।।।। ।।।। ।।।।। ।।। ।।। ।।।।। ।।।। ।।।।: [186, 892, 474, 1034]
- notice-text: যেহেতু আসামীর বিরুদ্ধে দণ্ডবিধির ধারায় অপরাধের অভিযোগ দায়ের করা হয়েছে এবং তাহার বিরুদ্ধে গ্রেফতারী পরোয়ানা জারী করা সত্ত্বেও তাহাকে পাওয়া যাইতেছে না, সেহেতু এই ঘোষণা দ্বারা জানানো যাইতেছে যে উক্ত আসামী অত্র আদালতে নির্দিষ্ট তারিখে হাজির হইবেন।: [487, 900, 757, 926]
- prayer-head-cell: ফজর: [33, 462, 59, 477]
- english-medium-body-2: ।।।। ।।। ।।।।। ।।।। ।।।।।। ।।। ।।।।। ।।।।। ।।।। ।।।।। ।।।। ।।।।। ।।। ।।।।।। ।।।। ।।।।। ।।। ।।।।।।। ।।। ।।।।।। ।।।। ।।।।। ।।। ।।। ।।।।। ।।।। ।।।। ।।।।।। ।।। ।।।।। ।।।।। ।।।। ।।।।। ।।।। ।।।।। ।।। ।।।।।। ।।।। ।।।।। ।।। ।।।।।।। ।।। ।।।।।। ।।।। ।।।।। ।।। ।।। ।।।।। ।।।। ।।।। ।।।।।। ।।। ।।।।। ।।।।। ।।।। ।।।।। ।।।। ।।।।। ।।। ।।।।।। ।।।। ।।।।। ।।। ।।।।।।। ।।। ।।।।।। ।।।। ।।।।। ।।। ।।। ।।।।। ।।।। ।।।। ।।।।।। ।।। ।।।।। ।।।।। ।।।।: [292, 766, 482, 819]
- youth-headline-line-1: নতুন প্রজন্মকে যুক্ত করার: [248, 848, 411, 867]
- modi-headline: [580, 33, 764, 77]
- gaza-byline: বিদেশের খবর ডেস্ক:: [96, 230, 151, 238]
- modi-text-right: এবং ওয়াশিংটন এমন একটি চুক্তির অপেক্ষায় রয়েছে যা উভয় দেশের অর্থনীতিকে শক্তিশালী করবে। বিশ্লেষকরা বলছেন, এই সফর মধ্যপ্রাচ্যে ভারতের প্রভাব বাড়াবে।: [672, 196, 764, 240]
- prayer-head-cell: মাগরিব: [33, 492, 59, 507]
- remit-text: চলতি এপ্রিল মাসের প্রথম ২১ দিনে দেশে প্রায় দুই বিলিয়ন মার্কিন ডলারের রেমিট্যান্স এসেছে। বাংলাদেশ ব্যাংকের হালনাগাদ তথ্যে এ চিত্র উঠে এসেছে। প্রবাসী আয়ের এই ধারা অব্যাহত থাকলে চলতি অর্থবছরে রেকর্ড পরিমাণ রেমিট্যান্স আসবে বলে আশা করছেন সংশ্লিষ্টরা। গত বছরের একই সময়ের তুলনায় এবার রেমিট্যান্স উল্লেখযোগ্য হারে বেড়েছে।: [6, 696, 174, 794]
- kashmir-byline: বিদেশের খবর ডেস্ক:: [378, 448, 430, 456]
- gaza-body-right: প্রতিবেদনে বলা হয়, গত কয়েক সপ্তাহে গাজায় শতাধিক মানুষ নিহত হয়েছেন। হাসপাতালগুলোতে আহতদের চাপ বাড়ছে। জাতিসংঘ পরিস্থিতিকে ভয়াবহ বলে উল্লেখ করেছে এবং দ্রুত মানবিক সহায়তা পৌঁছানোর আহ্বান জানিয়েছে। বিভিন্ন দেশের সরকার এ নিয়ে উদ্বেগ প্রকাশ করেছে। ।।।। ।।। ।।।।। ।।।। ।।।।।। ।।। ।।।।। ।।।।। ।।।। ।।।।। ।।।। ।।।।। ।।। ।।।।।। ।।।। ।।।।। ।।। ।।।।।।। ।।। ।।।।।। ।।।। ।।।।। ।।। ।।। ।।।।। ।।।। ।।।। ।।।।।। ।।। ।।।।। ।।।।। ।।।। ।।।।। ।।।। ।।।।। ।।। ।।।।।। ।।।। ।।।।। ।।। ।।।।।।। ।।। ।।।।।। ।।।। ।।।।। ।।। ।।। ।।।।। ।।।। ।।।। ।।।।।। ।।। ।।।।। ।।।।। ।।।। ।।।।। ।।।। ।।।।। ।।। ।।।।।। ।।।। ।।।।। ।।। ।।।।।।। ।।। ।।।।।। ।।।। ।।।।। ।।। ।।। ।।।।। ।।।। ।।।। ।।।।।। ।।। ।।।।। ।।।।। ।।।। ।।।।। ।।।। ।।।।। ।।। ।।।।।। ।।।। ।।।।। ।।। ।।।।।।। ।।। ।।।।।। ।।।। ।।।।। ।।। ।।। ।।।।। ।।।। ।।।। ।।।।।। ।।। ।।।।। ।।।।। ।।।। ।।।।। ।।।। ।।।।। ।।। ।।।।।। ।।।। ।।।।। ।।। ।।।।।।। ।।। ।।।।।। ।।।। ।।।।। ।।। ।।। ।।।।। ।।।। ।।।। ।।।।।। ।।। ।।।।। ।।।।। ।।।। ।।।।। ।।।। ।।।।। ।।। ।।।।।।: [378, 106, 470, 373]
- masthead: [6, 4, 764, 28]
- dateline: ঢাকা ২৩ এপ্রিল ২০২৫ বুধবার ১০ বৈশাখ ১৪৩২: [296, 11, 491, 22]
- section-mark-icon: [6, 6, 24, 24]
- notice-signature-block: [639, 1111, 749, 1161]
- mosque-icon: [6, 378, 86, 433]
- kashmir-headline-text: ভারত-নিয়ন্ত্রিত কাশ্মিরে পর্যটকদের ওপর হামলা, নিহত ৫: [383, 412, 465, 444]
- paper-logo: [644, 5, 744, 30]
- treasury-byline: নিজস্ব প্রতিবেদক:: [490, 650, 546, 658]
- prayer-table: [6, 461, 86, 522]
- prayer-time-cell: ১২-০১: [59, 477, 85, 492]
- modi-text-mid: ব্যবসা, সংস্কৃতি ও প্রযুক্তি খাতেও দুই দেশ একসঙ্গে কাজ করছে। সফরকালে বেশ কয়েকটি সমঝোতা স্মারক সই হওয়ার কথা রয়েছে বলে জানানো হয়েছে।: [580, 196, 668, 240]
- english-medium-text: ইংরেজি মাধ্যমে ও লেভেল এবং এ লেভেল পরীক্ষার ফি এখন থেকে পরীক্ষা কেন্দ্রের মাধ্যমে বিদেশে পাঠানো যাবে। বাংলাদেশ ব্যাংক এ সংক্রান্ত একটি প্রজ্ঞাপন জারি করেছে। এর ফলে শিক্ষার্থী ও অভিভাবকদের ভোগান্তি কমবে বলে আশা করা হচ্ছে।: [292, 648, 482, 683]
- column-rule: [474, 33, 475, 573]
- rule: [96, 324, 374, 325]
- gaza-text-c: সম্প্রতি হামাসের পক্ষ থেকে যুদ্ধবিরতির প্রস্তাব দেওয়া হলেও তাতে সাড়া মেলেনি। আলোচনার টেবিলে অগ্রগতি নেই বলে জানিয়েছে মধ্যস্থতাকারী দেশগুলো।: [284, 230, 374, 274]
- english-medium-sub-head: আর্থিক প্রতিষ্ঠান এজেন্ট ব্যাংকিং নিয়ে ২৫ দিনের মধ্যে প্রস্তাব দেবে: [293, 746, 481, 754]
- english-medium-headline-line-3: বিদেশে পাঠানো যাবে: [332, 627, 442, 642]
- dse-headline: [6, 848, 178, 886]
- modi-portrait: [668, 84, 764, 194]
- gaza-text-a: এখনো যখন রোমার ধ্বংসস্তূপের নিচে মানুষের আর্তনাদ শোনা যাচ্ছে, তখনই গাজার বিভিন্ন এলাকায় নতুন করে বিমান হামলা চালানো হয়েছে। আন্তর্জাতিক মহলের উদ্বেগ উপেক্ষা করে হামলা অব্যাহত রয়েছে।: [96, 230, 186, 292]
- gaza-body-col-1: [96, 230, 186, 321]
- china-byline: বিদেশের খবর ডেস্ক:: [96, 370, 161, 378]
- gaza-body-col-3: সম্প্রতি হামাসের পক্ষ থেকে যুদ্ধবিরতির প্রস্তাব দেওয়া হলেও তাতে সাড়া মেলেনি। আলোচনার টেবিলে অগ্রগতি নেই বলে জানিয়েছে মধ্যস্থতাকারী দেশগুলো। ।।।। ।।। ।।।।। ।।।। ।।।।।। ।।। ।।।।। ।।।।। ।।।। ।।।।। ।।।।: [284, 230, 374, 292]
- youth-headline-line-2: উদ্যোগ ওয়ালটনের: [268, 868, 392, 887]
- court-notice: [480, 848, 764, 1192]
- notice-party-detail: মোঃ খোকন, পিতা- মৃত আব্দুল, সাং- নলডাঙ্গা, থানা- বাগেরহাট সদর, জেলা- বাগেরহাট।: [487, 1014, 607, 1031]
- remit-headline: [6, 594, 284, 690]
- china-headline-line-2: 'নতুন হাইড্রোজেন' বোমা: [164, 348, 306, 364]
- notice-case-label: মামলার নম্বর ও বিবরণ: [659, 1004, 723, 1012]
- english-medium-headline: [292, 592, 482, 643]
- youth-byline: অর্থ-বাণিজ্য ডেস্ক:: [186, 892, 248, 900]
- rule: [6, 842, 764, 843]
- notice-party-label: আসামীর নাম ও ঠিকানা: [521, 1004, 588, 1012]
- kashmir-headline: [378, 412, 470, 445]
- modi-headline-line-3: বন্ধু ও কৌশলগত মিত্র: [618, 62, 726, 76]
